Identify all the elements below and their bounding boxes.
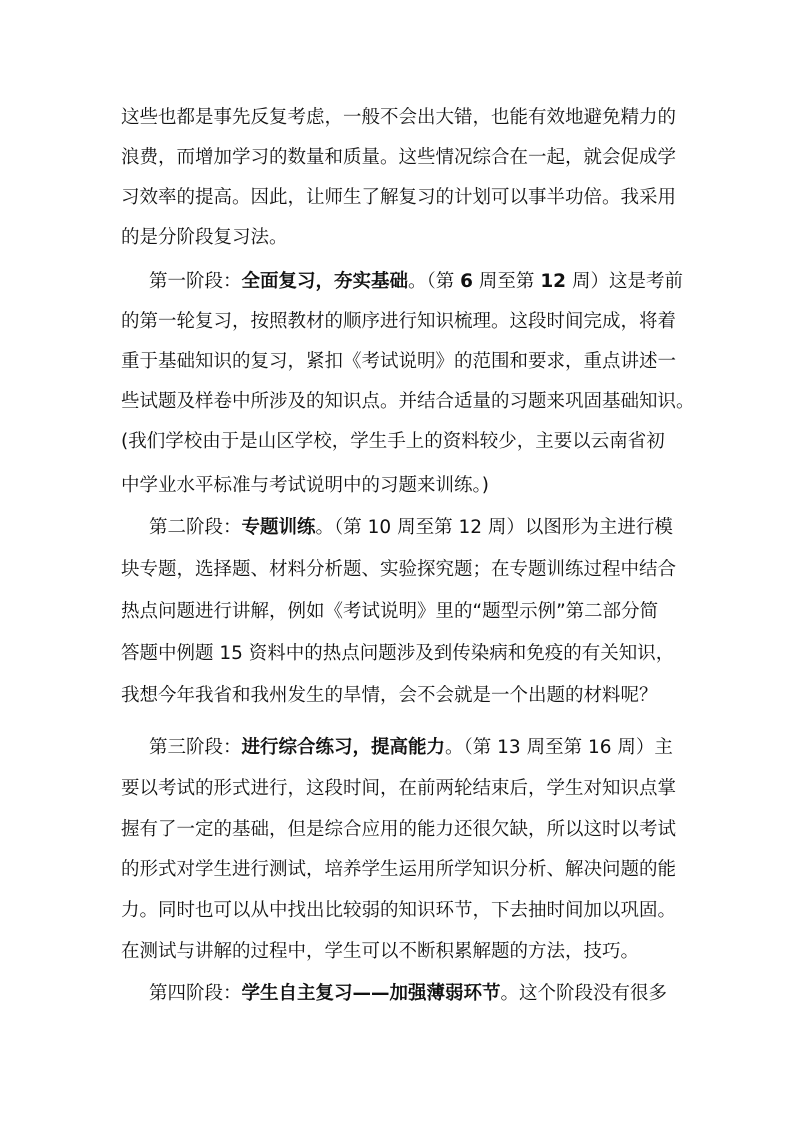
text-line-runs	[149, 974, 667, 1014]
text-run: 要以考试的形式进行，这段时间，在前两轮结束后，学生对知识点掌	[121, 778, 677, 799]
text-line	[0, 422, 794, 462]
text-line	[0, 932, 794, 972]
text-run: (我们学校由于是山区学校，学生手上的资料较少，主要以云南省初	[121, 431, 665, 452]
text-line	[0, 676, 794, 716]
phase-heading: 全面复习，夯实基础	[241, 271, 409, 292]
text-run: 的是分阶段复习法。	[121, 227, 288, 248]
text-run: 的形式对学生进行测试，培养学生运用所学知识分析、解决问题的能	[121, 859, 677, 880]
text-run: 习效率的提高。因此，让师生了解复习的计划可以事半功倍。我采用	[121, 187, 677, 208]
text-run: 。（第 10 周至第 12 周）以图形为主进行模	[315, 517, 673, 538]
text-line	[0, 466, 794, 506]
text-line	[0, 218, 794, 258]
text-run: 第一阶段：	[149, 271, 242, 292]
text-line	[0, 138, 794, 178]
text-line	[0, 891, 794, 931]
text-run: 中学业水平标准与考试说明中的习题来训练。)	[121, 475, 489, 496]
text-run: 6	[460, 271, 474, 292]
text-line	[0, 98, 794, 138]
text-run: 答题中例题 15 资料中的热点问题涉及到传染病和免疫的有关知识，	[121, 643, 675, 664]
text-line	[0, 974, 794, 1014]
text-run: 力。同时也可以从中找出比较弱的知识环节，下去抽时间加以巩固。	[121, 900, 677, 921]
text-run: 。（第 13 周至第 16 周）主	[445, 737, 673, 758]
text-run: 周至第	[473, 271, 541, 292]
text-run: 块专题，选择题、材料分析题、实验探究题；在专题训练过程中结合	[121, 559, 677, 580]
text-line	[0, 508, 794, 548]
text-line	[0, 810, 794, 850]
text-line	[0, 850, 794, 890]
text-line	[0, 382, 794, 422]
text-run: 浪费，而增加学习的数量和质量。这些情况综合在一起，就会促成学	[121, 147, 677, 168]
text-run: 第四阶段：	[149, 983, 242, 1004]
text-line	[0, 262, 794, 302]
text-run: 。（第	[408, 271, 461, 292]
text-run: 周）这是考前	[566, 271, 683, 292]
text-run: 些试题及样卷中所涉及的知识点。并结合适量的习题来巩固基础知识。	[121, 391, 695, 412]
text-line	[0, 550, 794, 590]
text-run: 12	[540, 271, 567, 292]
text-line	[0, 728, 794, 768]
text-run: 第三阶段：	[149, 737, 242, 758]
text-run: 。这个阶段没有很多	[500, 983, 668, 1004]
text-run: 这些也都是事先反复考虑，一般不会出大错，也能有效地避免精力的	[121, 107, 677, 128]
text-run: 热点问题进行讲解，例如《考试说明》里的“题型示例”第二部分简	[121, 601, 659, 622]
text-run: 在测试与讲解的过程中，学生可以不断积累解题的方法，技巧。	[121, 941, 640, 962]
text-line	[0, 634, 794, 674]
text-line-runs	[149, 728, 673, 768]
text-run: 我想今年我省和我州发生的旱情，会不会就是一个出题的材料呢？	[121, 685, 658, 706]
phase-heading: 进行综合练习，提高能力	[241, 737, 446, 758]
text-run: 握有了一定的基础，但是综合应用的能力还很欠缺，所以这时以考试	[121, 819, 677, 840]
text-run: 重于基础知识的复习，紧扣《考试说明》的范围和要求，重点讲述一	[121, 351, 677, 372]
text-line	[0, 769, 794, 809]
text-line-runs	[149, 262, 683, 302]
text-run: 第二阶段：	[149, 517, 242, 538]
phase-heading: 专题训练	[241, 517, 316, 538]
text-line	[0, 178, 794, 218]
text-line-runs	[149, 508, 673, 548]
text-run: 的第一轮复习，按照教材的顺序进行知识梳理。这段时间完成，将着	[121, 311, 677, 332]
text-line	[0, 302, 794, 342]
phase-heading: 学生自主复习——加强薄弱环节	[241, 983, 501, 1004]
text-line	[0, 342, 794, 382]
text-line	[0, 592, 794, 632]
